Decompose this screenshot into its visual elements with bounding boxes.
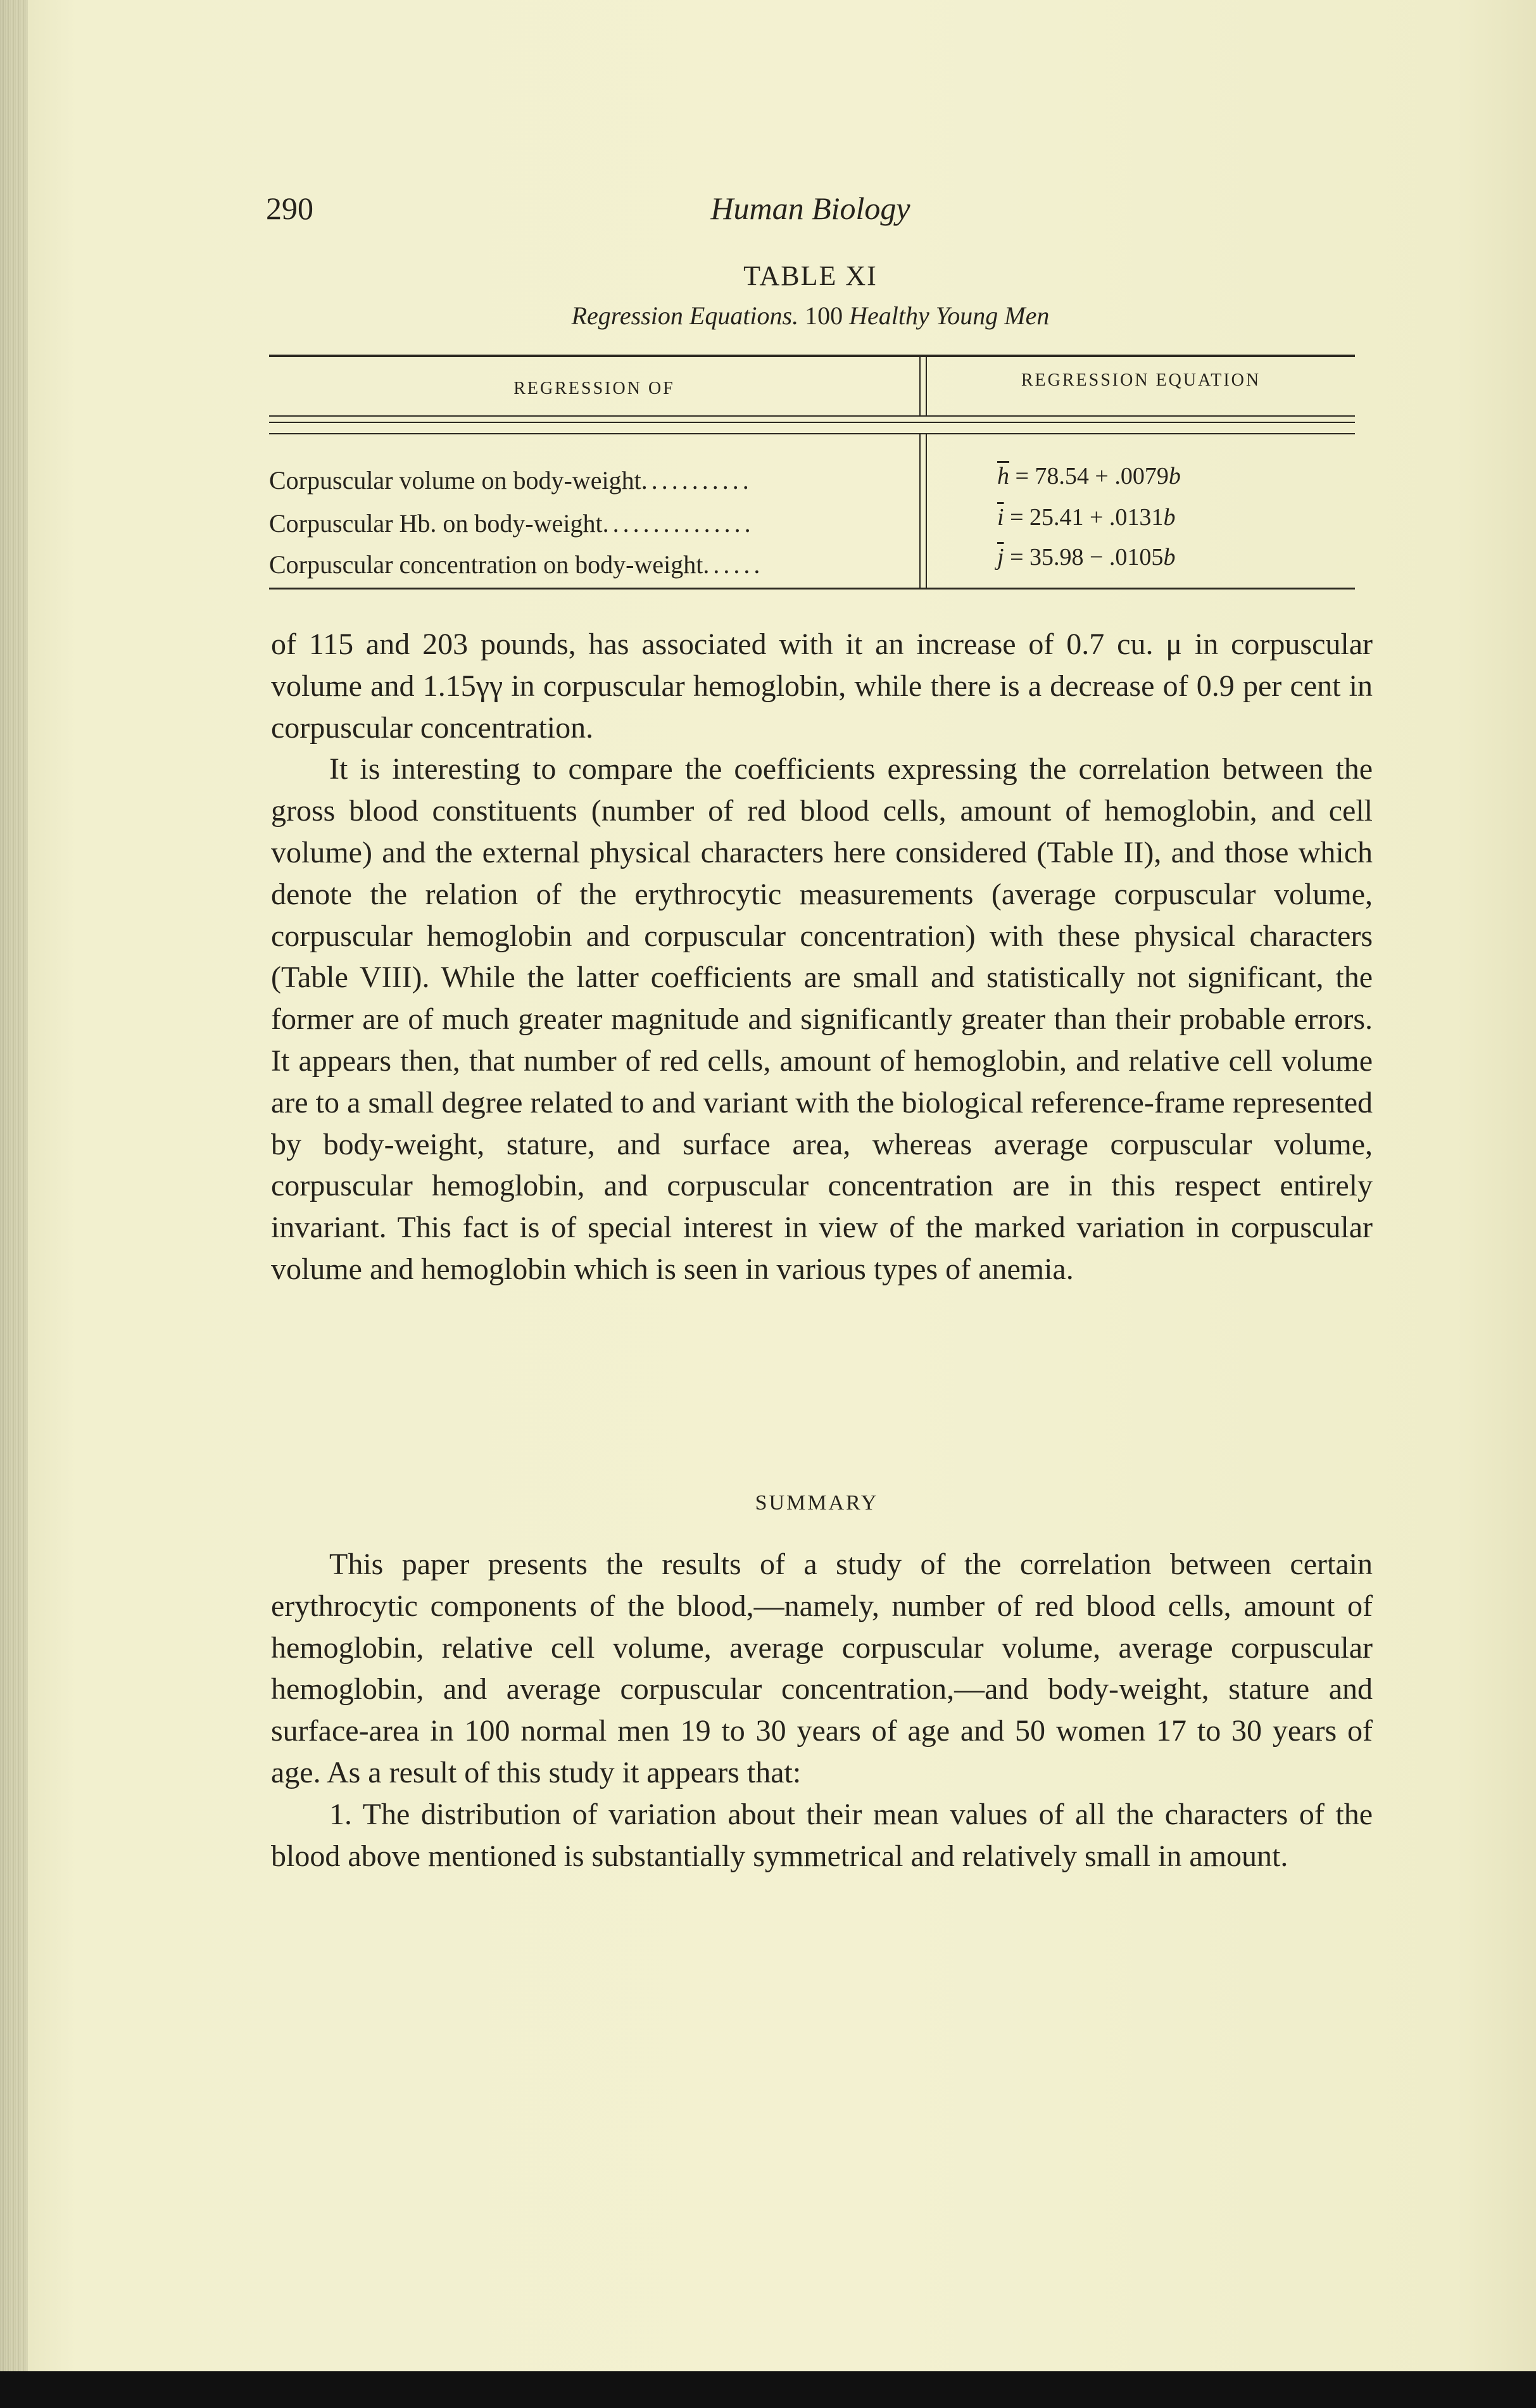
table-header-rule-3	[269, 433, 1355, 434]
equation-value: = 35.98 − .0105	[1010, 544, 1164, 570]
table-caption	[266, 301, 1355, 331]
equation-value: = 25.41 + .0131	[1010, 504, 1164, 531]
body-paragraph: It is interesting to compare the coefficients expressing the correlation between the gross blood constituents (number of red blood cells, amount of hemoglobin, and cell volume) and the external physical characters here considered (Table II), and those which denote the relation of the erythrocytic measurements (average corpuscular volume, corpuscular hemoglobin and corpuscular concentration) with these physical characters (Table VIII). While the latter coefficients are small and statistically not significant, the former are of much greater magnitude and significantly greater than their probable errors. It appears then, that number of red cells, amount of hemoglobin, and relative cell volume are to a small degree related to and variant with the biological reference-frame represented by body-weight, stature, and surface area, whereas average corpuscular volume, corpuscular hemoglobin, and corpuscular concentration are in this respect entirely invariant. This fact is of special interest in view of the marked variation in corpuscular volume and hemoglobin which is seen in various types of anemia.	[271, 752, 1373, 1286]
summary-text	[271, 1544, 1373, 1877]
table-title: TABLE XI	[743, 260, 878, 291]
table-caption-subjects: Healthy Young Men	[849, 301, 1050, 330]
table-column-divider-1	[919, 355, 921, 415]
table-header-rule-2	[269, 422, 1355, 423]
table-column-divider-3	[919, 434, 921, 588]
equation-suffix: b	[1163, 504, 1176, 531]
row-label-text: Corpuscular concentration on body-weight	[269, 550, 703, 579]
equation-suffix: b	[1163, 544, 1176, 570]
summary-heading: SUMMARY	[755, 1491, 879, 1515]
equation-value: = 78.54 + .0079	[1015, 463, 1169, 489]
journal-title: Human Biology	[710, 191, 910, 226]
leader-dots: ...........	[641, 466, 753, 495]
table-row-equation	[997, 543, 1314, 571]
column-header-regression-of: REGRESSION OF	[513, 379, 675, 398]
table-row-label	[269, 508, 915, 538]
equation-variable: $\overline{h}$	[997, 463, 1009, 489]
equation-suffix: b	[1168, 463, 1181, 489]
leader-dots: ...............	[602, 509, 755, 538]
leader-dots: ......	[703, 550, 764, 579]
table-row-equation	[997, 503, 1314, 531]
page-edge-shadow	[0, 0, 28, 2408]
equation-variable: $\overline{i}$	[997, 504, 1004, 531]
table-column-divider-4	[926, 434, 927, 588]
running-head	[266, 190, 1355, 234]
table-top-rule	[269, 355, 1355, 357]
page-number: 290	[266, 191, 313, 226]
table-row-label	[269, 550, 915, 579]
body-text	[271, 624, 1373, 1290]
row-label-text: Corpuscular Hb. on body-weight	[269, 509, 603, 538]
body-paragraph: of 115 and 203 pounds, has associated with it an increase of 0.7 cu. μ in corpuscular volume and 1.15γγ in corpuscular hemoglobin, while there is a decrease of 0.9 per cent in corpuscular concentration.	[271, 627, 1373, 745]
table-row-equation	[997, 462, 1314, 490]
summary-paragraph: 1. The distribution of variation about their mean values of all the characters of the blood above mentioned is substantially symmetrical and relatively small in amount.	[271, 1797, 1373, 1873]
scan-bottom-edge	[0, 2371, 1536, 2408]
table-row-label	[269, 465, 915, 495]
summary-paragraph: This paper presents the results of a study of the correlation between certain erythrocytic components of the blood,—namely, number of red blood cells, amount of hemoglobin, relative cell volume, average corpuscular volume, average corpuscular hemoglobin, and average corpuscular concentration,—and body-weight, stature and surface-area in 100 normal men 19 to 30 years of age and 50 women 17 to 30 years of age. As a result of this study it appears that:	[271, 1548, 1373, 1789]
equation-variable: $\overline{j}$	[997, 544, 1004, 570]
table-caption-count: 100	[805, 301, 843, 330]
table-caption-regression: Regression Equations.	[571, 301, 799, 330]
table-bottom-rule	[269, 588, 1355, 589]
table-header-rule-1	[269, 415, 1355, 417]
column-header-regression-equation: REGRESSION EQUATION	[1021, 370, 1261, 390]
row-label-text: Corpuscular volume on body-weight	[269, 466, 641, 495]
